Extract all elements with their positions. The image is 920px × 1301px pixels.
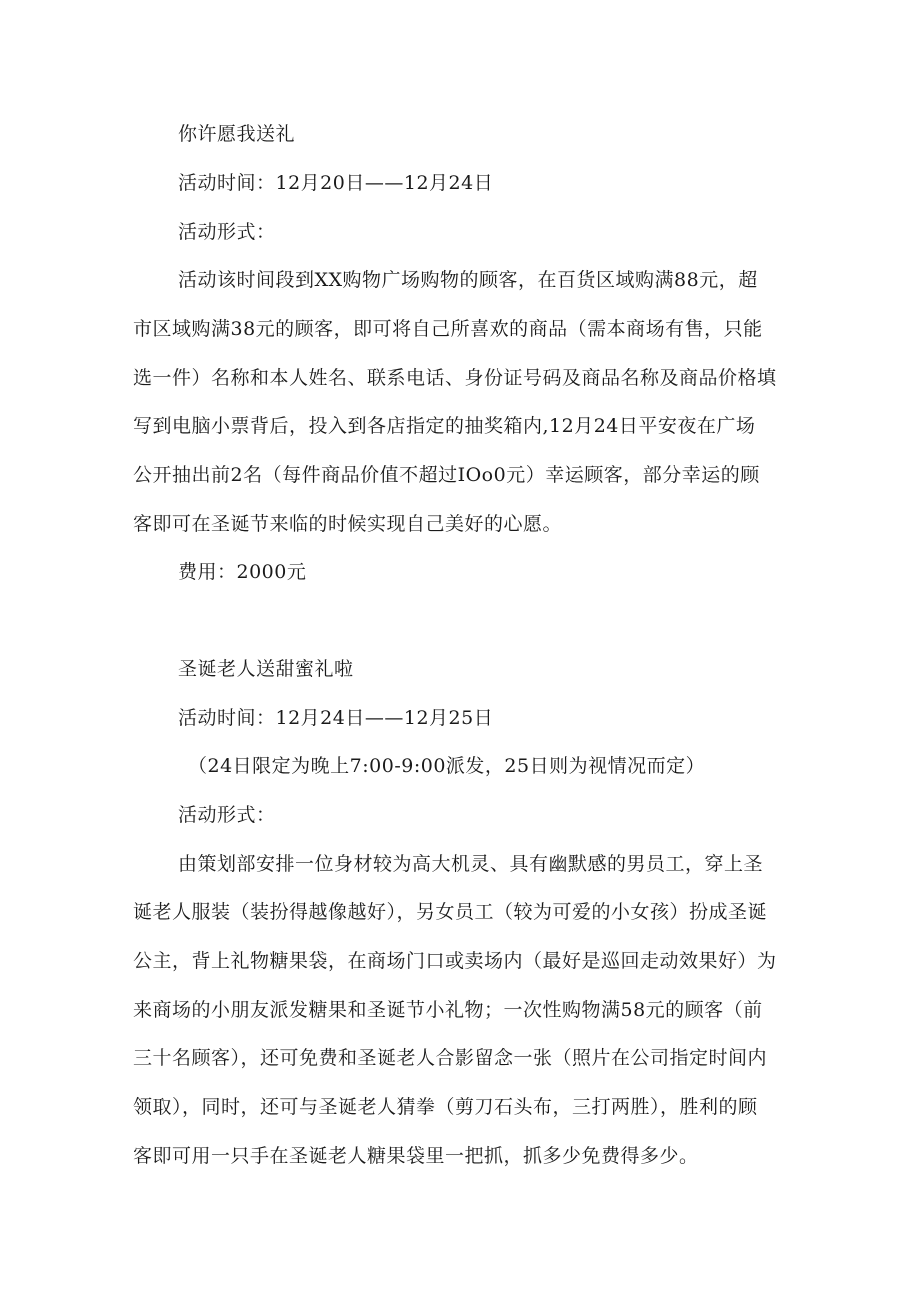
section2-form-label: 活动形式： [178,804,276,826]
section2-body-line: 三十名顾客），还可免费和圣诞老人合影留念一张（照片在公司指定时间内 [133,1047,768,1069]
section1-body-line: 活动该时间段到XX购物广场购物的顾客，在百货区域购满88元，超 [178,269,758,291]
section1-body-line: 选一件）名称和本人姓名、联系电话、身份证号码及商品名称及商品价格填 [133,367,777,389]
section2-time: 活动时间：12月24日——12月25日 [178,707,494,729]
section1-body-line: 公开抽出前2名（每件商品价值不超过IOo0元）幸运顾客，部分幸运的顾 [133,464,760,486]
section2-body-line: 领取），同时，还可与圣诞老人猜拳（剪刀石头布，三打两胜），胜利的顾 [133,1096,758,1118]
section2-body-line: 由策划部安排一位身材较为高大机灵、具有幽默感的男员工，穿上圣 [178,853,764,875]
section1-body-line: 市区域购满38元的顾客，即可将自己所喜欢的商品（需本商场有售，只能 [133,318,763,340]
section1-cost: 费用：2000元 [178,561,307,583]
section2-body-line: 诞老人服装（装扮得越像越好），另女员工（较为可爱的小女孩）扮成圣诞 [133,901,768,923]
section2-note: （24日限定为晚上7:00-9:00派发，25日则为视情况而定） [188,755,706,777]
section1-body-line: 客即可在圣诞节来临的时候实现自己美好的心愿。 [133,513,563,535]
section2-body-line: 客即可用一只手在圣诞老人糖果袋里一把抓，抓多少免费得多少。 [133,1145,699,1167]
section1-form-label: 活动形式： [178,221,276,243]
section1-body-line: 写到电脑小票背后，投入到各店指定的抽奖箱内,12月24日平安夜在广场 [133,415,756,437]
section1-title: 你许愿我送礼 [178,123,296,145]
section2-body-line: 来商场的小朋友派发糖果和圣诞节小礼物；一次性购物满58元的顾客（前 [133,999,763,1021]
section1-time: 活动时间：12月20日——12月24日 [178,172,494,194]
section2-title: 圣诞老人送甜蜜礼啦 [178,658,354,680]
section2-body-line: 公主，背上礼物糖果袋，在商场门口或卖场内（最好是巡回走动效果好）为 [133,950,777,972]
